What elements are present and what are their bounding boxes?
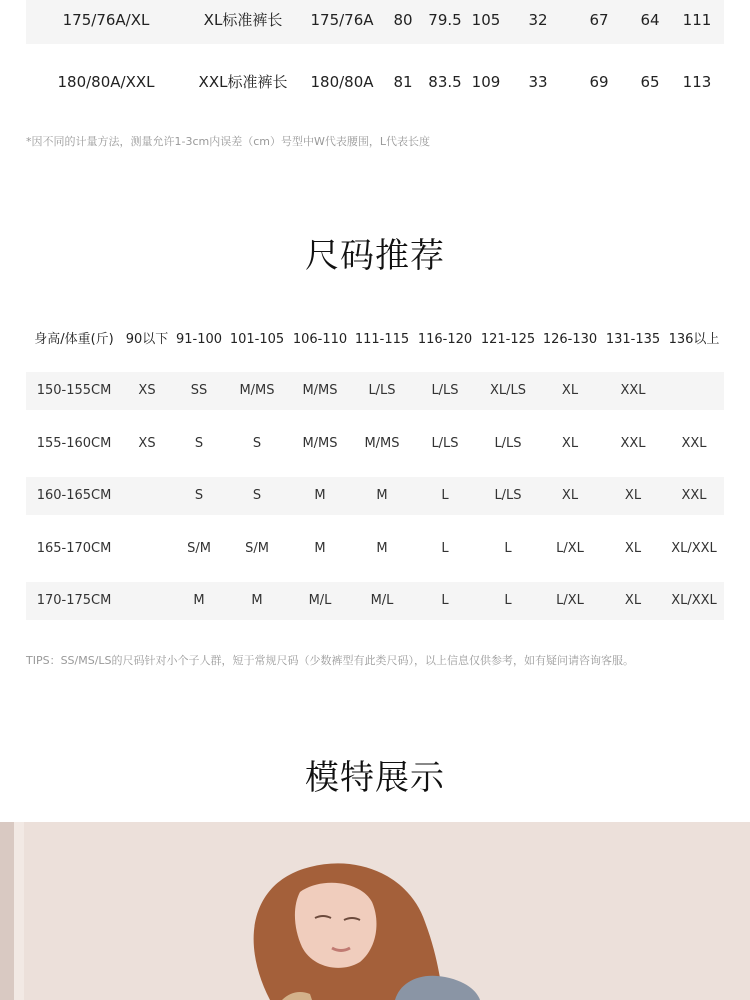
height-cell: 155-160CM: [36, 436, 112, 451]
size-cell: M/MS: [302, 383, 338, 398]
size-cell: XL: [624, 488, 642, 503]
size-cell: XXL: [681, 436, 707, 451]
header-cell: 131-135: [605, 332, 661, 347]
size-cell: M/MS: [302, 436, 338, 451]
size-cell: L: [504, 541, 512, 556]
size-cell: XXL: [620, 436, 646, 451]
type-cell: 180/80A: [310, 73, 374, 91]
header-cell: 136以上: [668, 332, 720, 347]
size-cell: L: [441, 541, 449, 556]
size-cell: M: [193, 593, 205, 608]
size-cell: L/LS: [368, 383, 396, 398]
size-cell: XL/XXL: [671, 541, 717, 556]
table-row: [26, 582, 724, 620]
size-cell: S: [194, 436, 204, 451]
value-cell: 69: [589, 73, 609, 91]
section-title-recommend: 尺码推荐: [305, 236, 445, 276]
size-cell: M: [376, 488, 388, 503]
size-cell: L/XL: [556, 541, 584, 556]
height-cell: 150-155CM: [36, 383, 112, 398]
table-row: [26, 58, 724, 106]
model-photo: [0, 822, 750, 1000]
size-cell: S: [252, 436, 262, 451]
value-cell: 111: [682, 11, 712, 29]
header-cell: 91-100: [175, 332, 223, 347]
size-cell: XL: [624, 541, 642, 556]
height-cell: 160-165CM: [36, 488, 112, 503]
size-cell: M/MS: [364, 436, 400, 451]
value-cell: 109: [471, 73, 501, 91]
value-cell: 81: [393, 73, 413, 91]
value-cell: 105: [471, 11, 501, 29]
header-cell: 111-115: [354, 332, 410, 347]
table-row: [26, 530, 724, 568]
value-cell: 113: [682, 73, 712, 91]
size-cell: M: [376, 541, 388, 556]
value-cell: 83.5: [428, 73, 462, 91]
size-cell: XS: [138, 436, 156, 451]
header-cell: 106-110: [292, 332, 348, 347]
size-cell: XXL: [620, 383, 646, 398]
value-cell: 64: [640, 11, 660, 29]
size-cell: L: [441, 593, 449, 608]
header-cell: 116-120: [417, 332, 473, 347]
size-cell: S/M: [187, 541, 211, 556]
size-cell: L/LS: [494, 436, 522, 451]
table-row: [26, 372, 724, 410]
value-cell: 32: [528, 11, 548, 29]
size-cell: XL: [561, 383, 579, 398]
value-cell: 33: [528, 73, 548, 91]
table-row: [26, 477, 724, 515]
size-cell: M: [314, 541, 326, 556]
length-cell: XL标准裤长: [203, 11, 283, 29]
size-cell: L/LS: [431, 383, 459, 398]
size-cell: XL/LS: [489, 383, 527, 398]
size-cell: XS: [138, 383, 156, 398]
size-cell: SS: [190, 383, 208, 398]
value-cell: 65: [640, 73, 660, 91]
table-row: [26, 0, 724, 44]
size-cell: S: [252, 488, 262, 503]
size-cell: L/XL: [556, 593, 584, 608]
size-cell: L/LS: [494, 488, 522, 503]
table-header: [0, 326, 750, 354]
size-cell: XL/XXL: [671, 593, 717, 608]
wall-edge: [0, 822, 14, 1000]
size-cell: L/LS: [431, 436, 459, 451]
header-cell: 126-130: [542, 332, 598, 347]
size-cell: L: [441, 488, 449, 503]
model-photo-illustration: [0, 822, 750, 1000]
size-cell: 175/76A/XL: [62, 11, 150, 29]
value-cell: 80: [393, 11, 413, 29]
header-cell: 身高/体重(斤): [34, 332, 114, 347]
header-cell: 90以下: [125, 332, 169, 347]
size-cell: M/MS: [239, 383, 275, 398]
size-cell: 180/80A/XXL: [57, 73, 155, 91]
header-cell: 101-105: [229, 332, 285, 347]
size-cell: L: [504, 593, 512, 608]
wall-highlight: [14, 822, 24, 1000]
length-cell: XXL标准裤长: [198, 73, 288, 91]
size-cell: S/M: [245, 541, 269, 556]
table-row: [26, 425, 724, 463]
size-cell: XL: [561, 436, 579, 451]
size-cell: XL: [624, 593, 642, 608]
size-cell: M/L: [370, 593, 394, 608]
size-cell: XXL: [681, 488, 707, 503]
header-cell: 121-125: [480, 332, 536, 347]
size-cell: M/L: [308, 593, 332, 608]
type-cell: 175/76A: [310, 11, 374, 29]
measurement-note: *因不同的计量方法，测量允许1-3cm内误差（cm）号型中W代表腰围，L代表长度: [26, 135, 430, 148]
size-cell: M: [251, 593, 263, 608]
size-cell: M: [314, 488, 326, 503]
height-cell: 170-175CM: [36, 593, 112, 608]
value-cell: 67: [589, 11, 609, 29]
section-title-model: 模特展示: [305, 758, 445, 798]
value-cell: 79.5: [428, 11, 462, 29]
size-tips: TIPS：SS/MS/LS的尺码针对小个子人群，短于常规尺码（少数裤型有此类尺码），以上信息仅供参考，如有疑问请咨询客服。: [26, 654, 635, 667]
size-cell: XL: [561, 488, 579, 503]
height-cell: 165-170CM: [36, 541, 112, 556]
size-cell: S: [194, 488, 204, 503]
